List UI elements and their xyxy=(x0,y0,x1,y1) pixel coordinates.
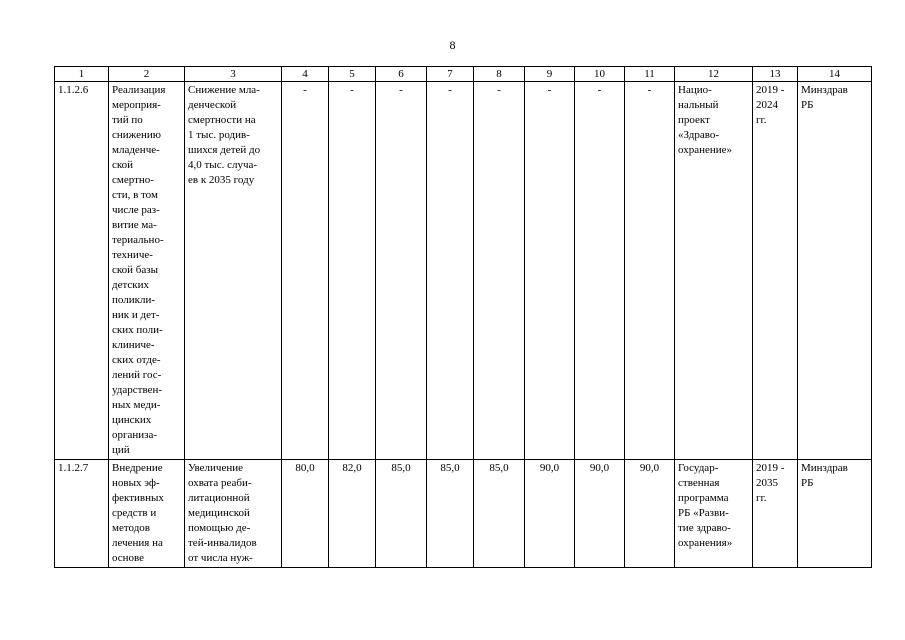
value-cell: 85,0 xyxy=(474,460,525,568)
value-cell: - xyxy=(525,82,575,460)
column-header: 10 xyxy=(575,67,625,82)
column-header: 5 xyxy=(329,67,376,82)
column-header: 2 xyxy=(109,67,185,82)
period: 2019 - 2035 гг. xyxy=(753,460,798,568)
page-number: 8 xyxy=(449,38,456,52)
value-cell: 82,0 xyxy=(329,460,376,568)
row-code: 1.1.2.7 xyxy=(55,460,109,568)
row-code: 1.1.2.6 xyxy=(55,82,109,460)
table-row xyxy=(55,460,872,568)
measure-name: Реализация мероприя- тий по снижению младенче- ской смертно- сти, в том числе раз- витие ма- териально- техниче- ской базы детских поликли- ник и дет- ских поли- клиниче- ских отде- лений гос- ударствен- ных меди- цинских организа- ций xyxy=(109,82,185,460)
measure-name: Внедрение новых эф- фективных средств и методов лечения на основе xyxy=(109,460,185,568)
column-header: 13 xyxy=(753,67,798,82)
value-cell: - xyxy=(282,82,329,460)
period: 2019 - 2024 гг. xyxy=(753,82,798,460)
column-header: 6 xyxy=(376,67,427,82)
value-cell: 85,0 xyxy=(427,460,474,568)
value-cell: 90,0 xyxy=(525,460,575,568)
value-cell: - xyxy=(575,82,625,460)
value-cell: 90,0 xyxy=(575,460,625,568)
table-row xyxy=(55,82,872,460)
column-header: 12 xyxy=(675,67,753,82)
value-cell: 90,0 xyxy=(625,460,675,568)
column-header: 9 xyxy=(525,67,575,82)
value-cell: 80,0 xyxy=(282,460,329,568)
executor: Минздрав РБ xyxy=(798,82,872,460)
program-name: Нацио- нальный проект «Здраво- охранение» xyxy=(675,82,753,460)
column-header: 11 xyxy=(625,67,675,82)
value-cell: - xyxy=(427,82,474,460)
column-header: 14 xyxy=(798,67,872,82)
column-header: 8 xyxy=(474,67,525,82)
value-cell: 85,0 xyxy=(376,460,427,568)
column-header: 3 xyxy=(185,67,282,82)
program-name: Государ- ственная программа РБ «Разви- тие здраво- охранения» xyxy=(675,460,753,568)
value-cell: - xyxy=(376,82,427,460)
column-header: 1 xyxy=(55,67,109,82)
measures-table xyxy=(54,66,872,568)
indicator-description: Увеличение охвата реаби- литационной медицинской помощью де- тей-инвалидов от числа нуж- xyxy=(185,460,282,568)
value-cell: - xyxy=(474,82,525,460)
value-cell: - xyxy=(625,82,675,460)
table-header-row xyxy=(55,67,872,82)
indicator-description: Снижение мла- денческой смертности на 1 тыс. родив- шихся детей до 4,0 тыс. случа- ев к 2035 году xyxy=(185,82,282,460)
column-header: 7 xyxy=(427,67,474,82)
value-cell: - xyxy=(329,82,376,460)
executor: Минздрав РБ xyxy=(798,460,872,568)
column-header: 4 xyxy=(282,67,329,82)
